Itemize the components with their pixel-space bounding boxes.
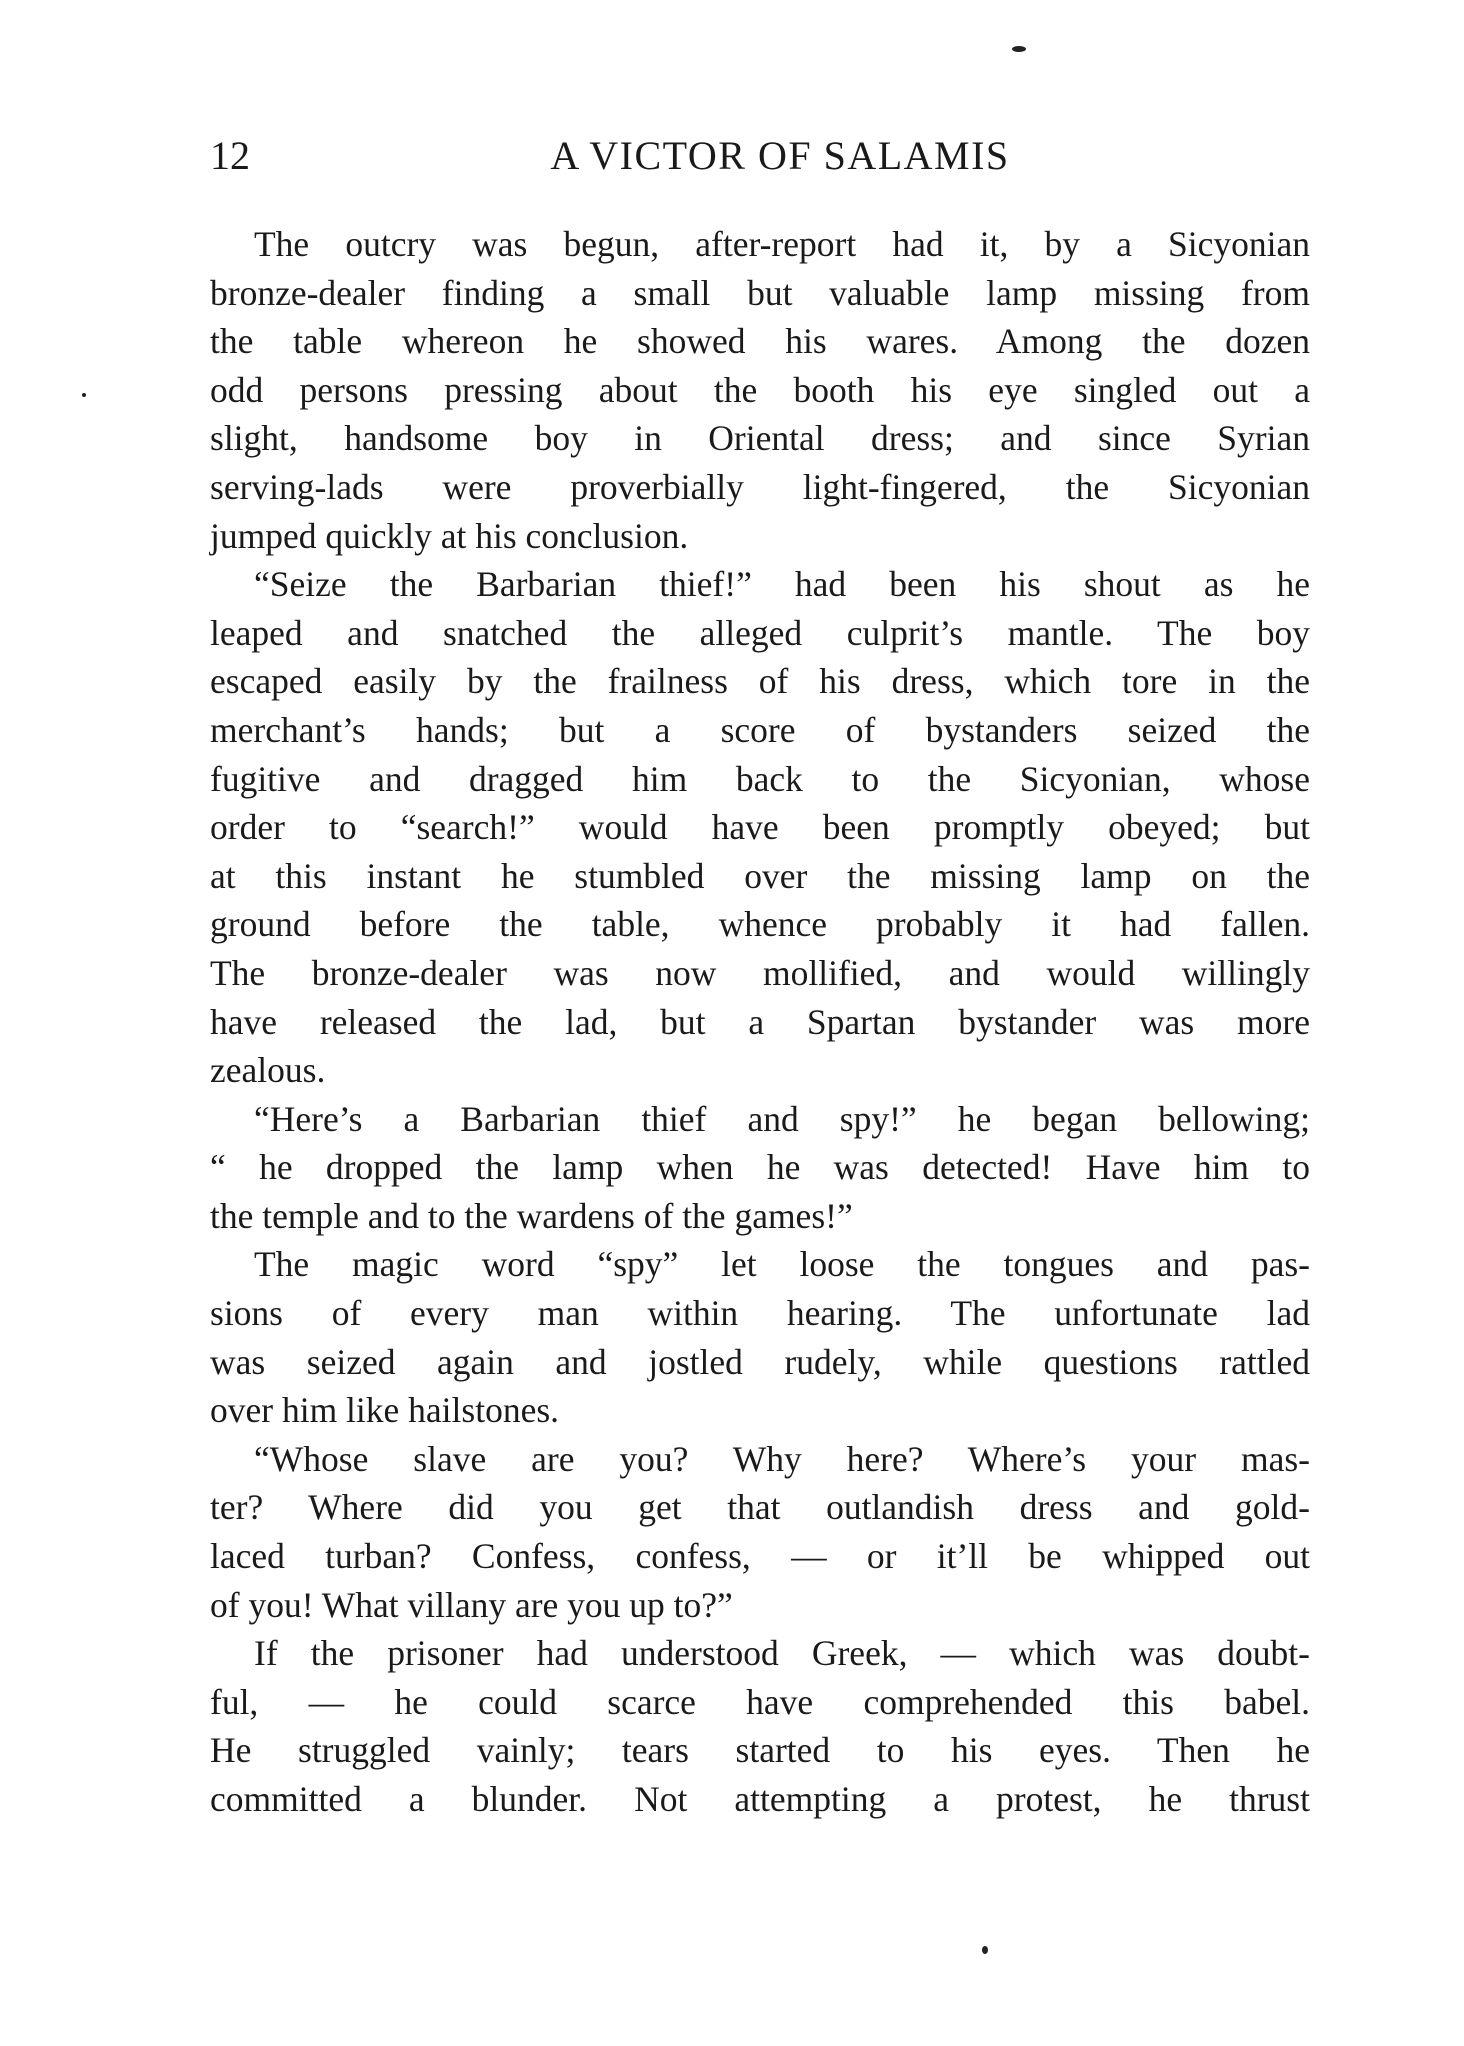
text-line: serving-lads were proverbially light-fingered, the Sicyonian (210, 466, 1310, 507)
text-line: escaped easily by the frailness of his dress, which tore in the (210, 661, 1310, 702)
text-line: ful, — he could scarce have comprehended this babel. (210, 1681, 1310, 1722)
text-line: bronze-dealer finding a small but valuable lamp missing from (210, 272, 1310, 313)
text-line: was seized again and jostled rudely, while questions rattled (210, 1341, 1310, 1382)
text-line: zealous. (210, 1050, 326, 1091)
text-line: “Here’s a Barbarian thief and spy!” he began bellowing; (254, 1098, 1310, 1139)
page-number: 12 (210, 133, 250, 178)
text-line: ground before the table, whence probably it had fallen. (210, 904, 1310, 945)
text-line: over him like hailstones. (210, 1390, 560, 1431)
text-line: leaped and snatched the alleged culprit’s mantle. The boy (210, 612, 1310, 653)
ink-speck (82, 393, 86, 397)
text-line: “ he dropped the lamp when he was detected! Have him to (210, 1147, 1310, 1188)
text-line: “Seize the Barbarian thief!” had been his shout as he (254, 564, 1310, 605)
text-line: the table whereon he showed his wares. Among the dozen (210, 321, 1310, 362)
text-line: merchant’s hands; but a score of bystanders seized the (210, 709, 1310, 750)
running-title: A VICTOR OF SALAMIS (550, 133, 1010, 178)
text-line: If the prisoner had understood Greek, — which was doubt- (254, 1633, 1310, 1674)
text-line: fugitive and dragged him back to the Sicyonian, whose (210, 758, 1310, 799)
ink-speck (982, 1946, 988, 1954)
ink-speck (1012, 46, 1026, 52)
text-line: have released the lad, but a Spartan bystander was more (210, 1001, 1310, 1042)
text-line: at this instant he stumbled over the missing lamp on the (210, 855, 1310, 896)
text-line: The outcry was begun, after-report had it, by a Sicyonian (254, 224, 1310, 264)
text-line: slight, handsome boy in Oriental dress; and since Syrian (210, 418, 1310, 459)
text-line: order to “search!” would have been promptly obeyed; but (210, 807, 1310, 848)
text-line: of you! What villany are you up to?” (210, 1584, 733, 1625)
page-header (210, 128, 1310, 184)
text-line: the temple and to the wardens of the games!” (210, 1195, 853, 1236)
text-line: ter? Where did you get that outlandish dress and gold- (210, 1487, 1310, 1528)
text-line: laced turban? Confess, confess, — or it’ll be whipped out (210, 1536, 1310, 1577)
text-line: odd persons pressing about the booth his eye singled out a (210, 369, 1310, 410)
text-line: He struggled vainly; tears started to his eyes. Then he (210, 1730, 1310, 1771)
text-line: The bronze-dealer was now mollified, and would willingly (210, 952, 1310, 993)
body-text (210, 220, 1310, 1824)
text-line: jumped quickly at his conclusion. (210, 515, 689, 556)
text-line: committed a blunder. Not attempting a protest, he thrust (210, 1779, 1310, 1819)
text-line: “Whose slave are you? Why here? Where’s your mas- (254, 1438, 1310, 1479)
text-line: The magic word “spy” let loose the tongues and pas- (254, 1244, 1310, 1285)
text-line: sions of every man within hearing. The unfortunate lad (210, 1293, 1310, 1334)
